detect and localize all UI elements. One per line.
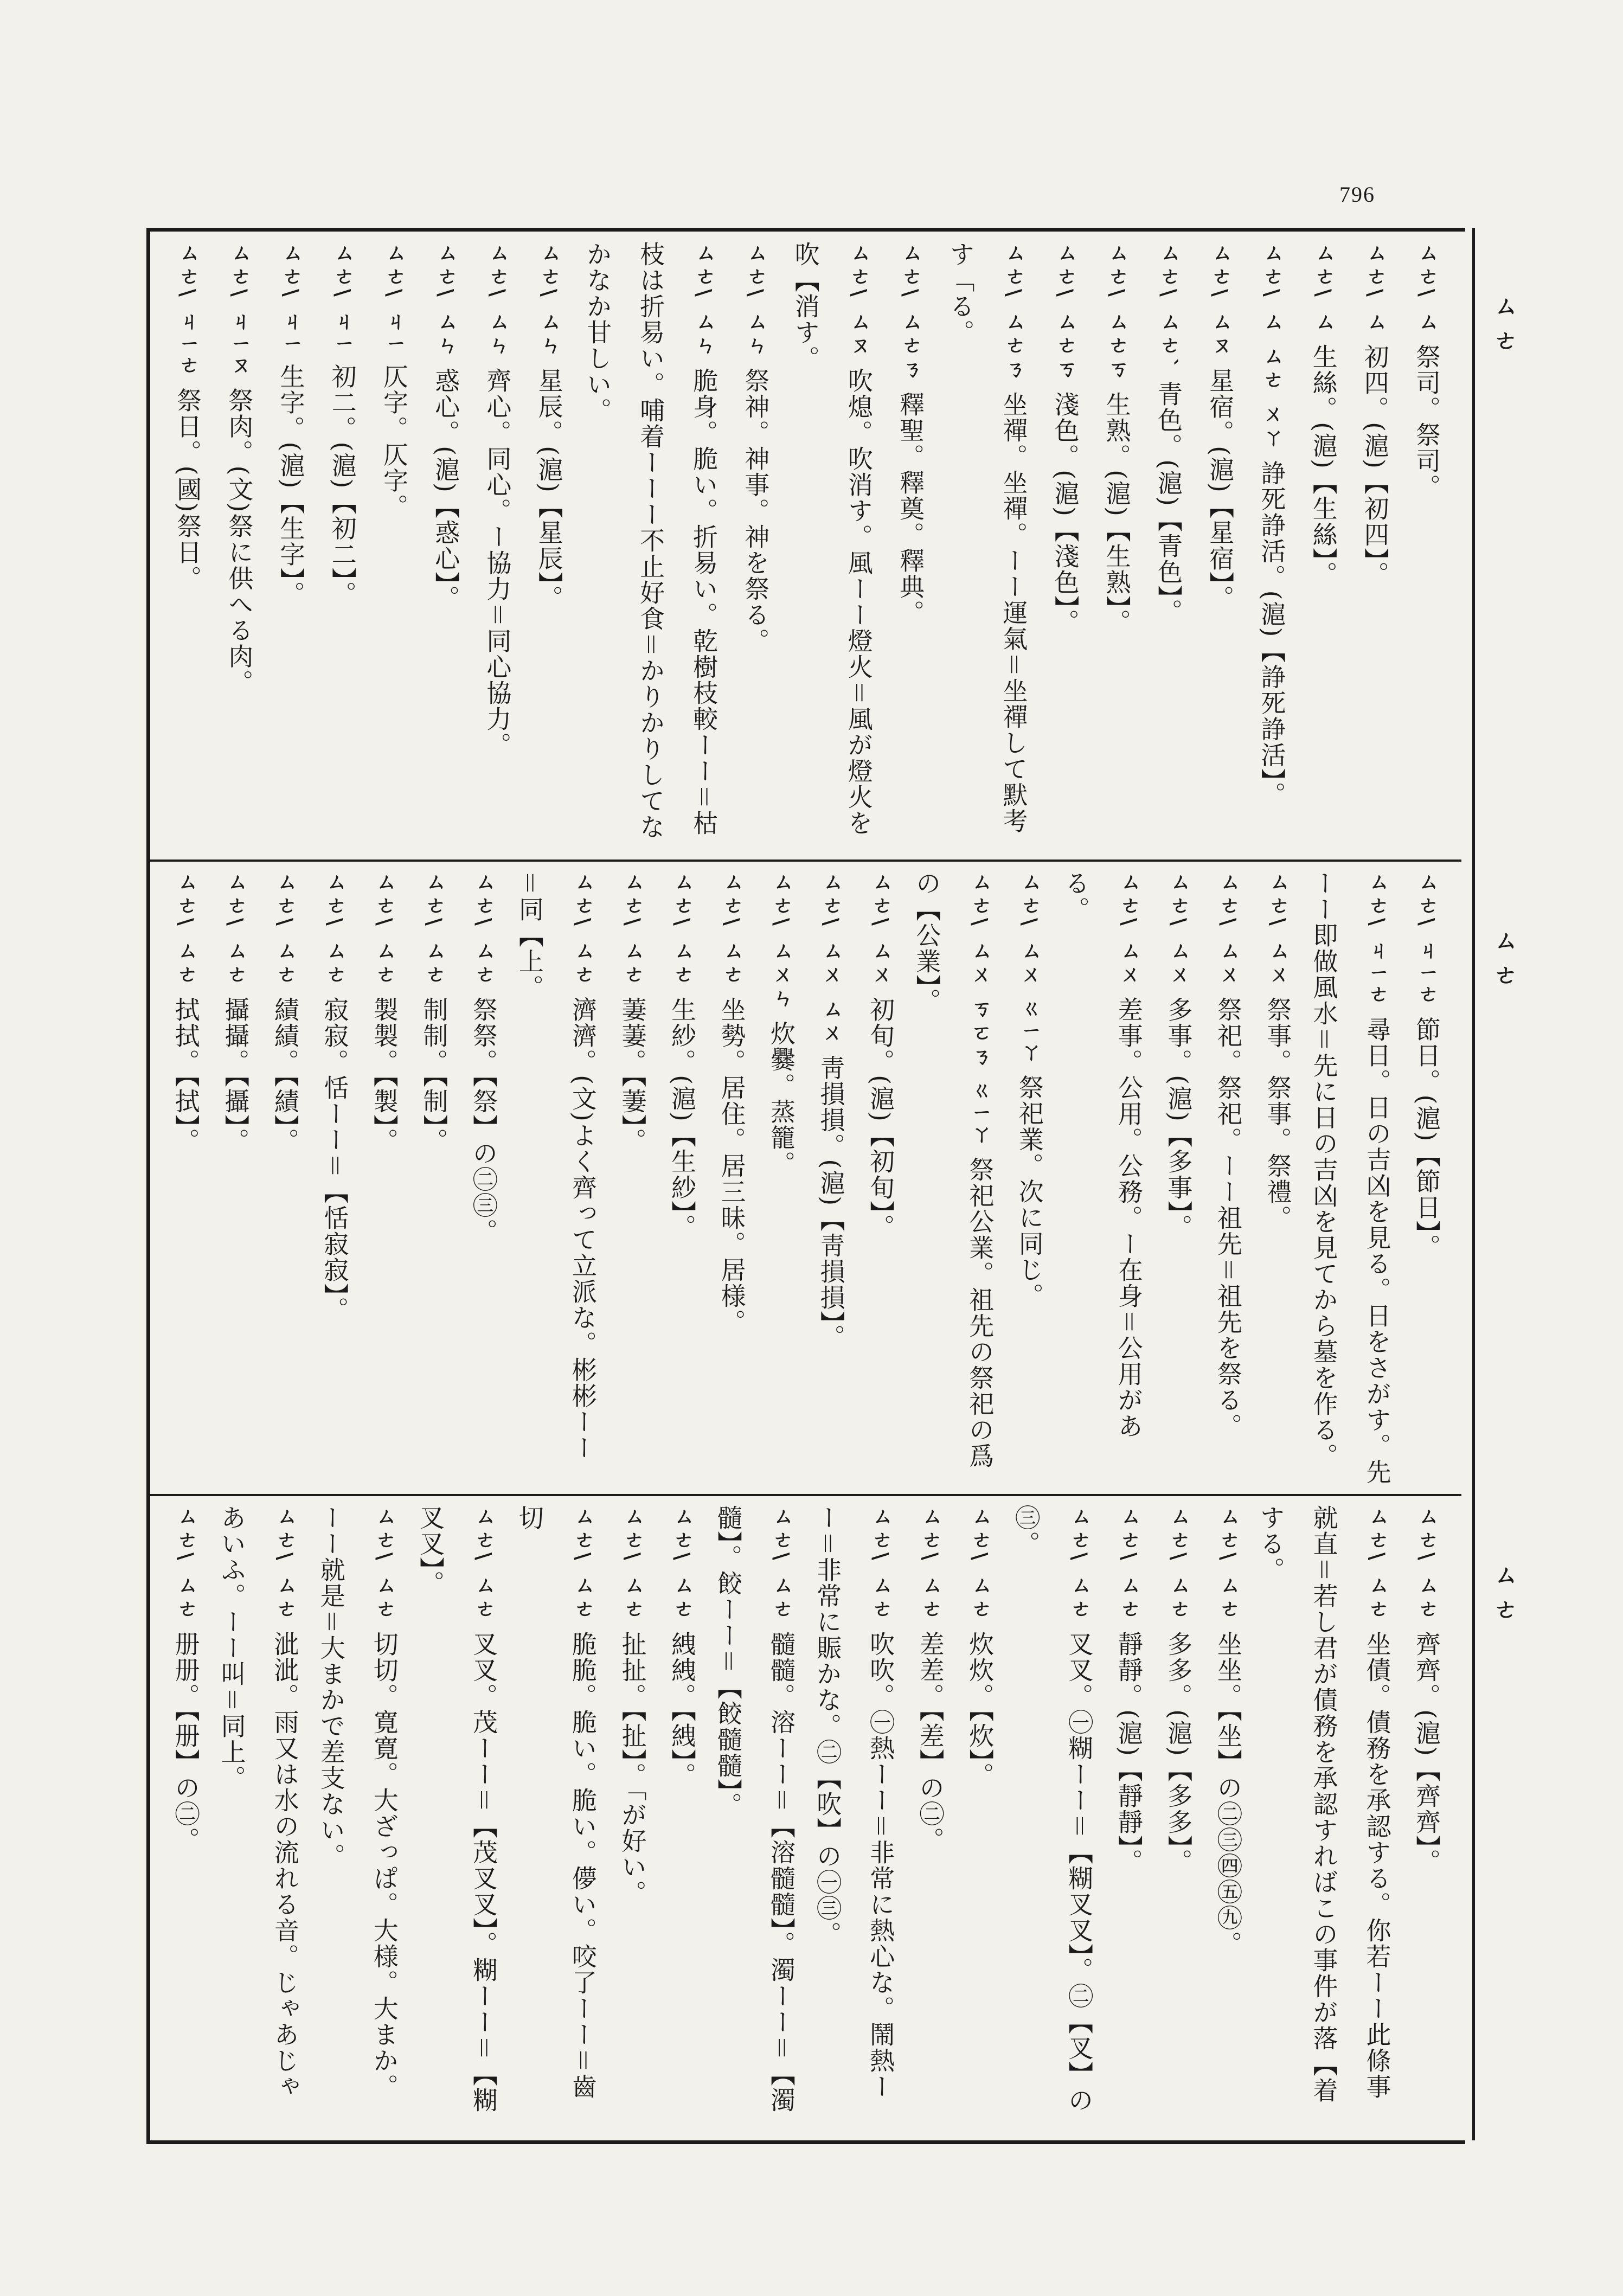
entry-reading: ㄙㄜ\ ㄙㄣ [692, 241, 716, 358]
entry-text: 坐坐。【坐】の㊁㊂㊃㊄㊈。 [1213, 1631, 1243, 1958]
dictionary-entry [369, 241, 421, 851]
entry-text: 坐債。債務を承認する。你若ーー此條事就直＝若し君が債務を承認すればこの事件が落【着する。 [1256, 1505, 1392, 2103]
entry-reading: ㄙㄜ\ ㄙㄜㄎ [1053, 241, 1077, 382]
dictionary-entry [262, 870, 312, 1486]
entry-text: 生紗。(滬)【生紗】。 [667, 997, 697, 1241]
entry-reading: ㄙㄜ\ ㄙㄨ [1117, 870, 1141, 987]
dictionary-entry [808, 870, 858, 1486]
entry-reading: ㄙㄜ\ ㄙㄜ [670, 870, 694, 987]
entry-reading: ㄙㄜ\ ㄙㄜㄎ [1105, 241, 1129, 382]
entry-reading: ㄙㄜ\ ㄙㄜ [769, 1505, 794, 1622]
entry-text: 生絲。(滬)【生絲】。 [1308, 344, 1338, 588]
dictionary-entry [1403, 1505, 1453, 2126]
dictionary-entry [1350, 241, 1402, 851]
entry-reading: ㄙㄜ\ ㄙ ㄙㄜ ㄨㄚ [1260, 241, 1284, 451]
entry-reading: ㄙㄜ\ ㄐㄧ [330, 241, 355, 354]
entry-text: 制制。【制】。 [419, 997, 449, 1155]
entry-text: 拭拭。【拭】。 [171, 997, 201, 1155]
dictionary-entry [472, 241, 524, 851]
entry-reading: ㄙㄜ\ ㄙㄜ [372, 870, 396, 987]
dictionary-entry [460, 870, 510, 1486]
entry-text: 星辰。(滬)【星辰】。 [534, 368, 564, 612]
entry-text: 績績。【績】。 [270, 997, 300, 1155]
entry-text: 釋聖。釋奠。釋典。 [895, 392, 925, 626]
section-divider [150, 860, 1461, 862]
dictionary-entry [510, 870, 610, 1486]
entry-text: 祭神。神事。神を祭る。 [741, 368, 771, 655]
entry-reading: ㄙㄜ\ ㄙㄜ [174, 870, 198, 987]
entry-reading: ㄙㄜ\ ㄙㄜ [372, 1505, 396, 1622]
dictionary-entry [163, 870, 213, 1486]
entry-text: 炊爨。蒸籠。 [767, 1021, 797, 1177]
dictionary-entry [907, 1505, 957, 2126]
entry-text: 髓髓。溶ーー＝【溶髓髓】。濁ーー＝【濁髓】。餃ーー＝【餃髓髓】。 [714, 1505, 797, 2114]
entry-text: 生字。(滬)【生字】。 [276, 363, 306, 607]
entry-reading: ㄙㄜ\ ㄙㄜ [471, 1505, 496, 1622]
entry-text: 絏絏。【絏】。 [667, 1631, 697, 1789]
entry-text: 寂寂。恬ーー＝【恬寂寂】。 [320, 997, 350, 1323]
entry-text: 吹熄。吹消す。風ーー燈火＝風が燈火を吹【消す。 [791, 241, 874, 837]
dictionary-entry [1298, 241, 1350, 851]
entry-reading: ㄙㄜ\ ㄐㄧㄜ [176, 241, 200, 378]
entry-text: 祭肉。(文)祭に供へる肉。 [224, 387, 254, 696]
dictionary-entry [1156, 1505, 1205, 2126]
entry-text: 萋萋。【萋】。 [618, 997, 647, 1155]
entry-text: 青色。(滬)【青色】。 [1153, 381, 1183, 625]
entry-reading: ㄙㄜ\ ㄙㄜ [273, 1505, 297, 1622]
entry-reading: ㄙㄜ\ ㄙㄜ [918, 1505, 942, 1622]
entry-reading: ㄙㄜ\ ㄐㄧㄡ [227, 241, 252, 378]
dictionary-entry [1205, 870, 1255, 1486]
entry-text: 初旬。(滬)【初旬】。 [866, 997, 896, 1241]
entry-text: 諍死諍活。(滬)【諍死諍活】。 [1257, 460, 1287, 808]
dictionary-entry [214, 241, 266, 851]
entry-text: 册册。【册】の㊁。 [171, 1631, 201, 1854]
entry-reading: ㄙㄜ\ ㄙㄜ [471, 870, 496, 987]
entry-text: 齊心。同心。ー協力＝同心協力。 [483, 368, 512, 759]
dictionary-entry [1255, 1505, 1404, 2126]
dictionary-entry [266, 241, 317, 851]
dictionary-entry [1402, 241, 1453, 851]
entry-reading: ㄙㄜ\ ㄙㄜ [968, 1505, 992, 1622]
entry-reading: ㄙㄜ\ ㄙㄜ [670, 1505, 694, 1622]
dictionary-entry [163, 241, 214, 851]
dictionary-entry [759, 870, 809, 1486]
entry-text: 切切。寛寛。大ざっぱ。大様。大まか。ーー就是＝大まかで差支ない。 [316, 1505, 399, 2100]
entry-text: 初四。(滬)【初四】。 [1360, 344, 1390, 588]
entry-text: 靜靜。(滬)【靜靜】。 [1114, 1631, 1144, 1875]
entry-reading: ㄙㄜ\ ㄙㄨㄣ [769, 870, 794, 1011]
entry-text: 初二。(滬)【初二】。 [328, 363, 357, 607]
entry-text: 炊炊。【炊】。 [965, 1631, 995, 1789]
dictionary-entry [730, 241, 782, 851]
dictionary-entry [1156, 870, 1205, 1486]
dictionary-entry [1040, 241, 1092, 851]
entry-reading: ㄙㄜ\ ㄙㄣ [537, 241, 561, 358]
dictionary-entry [213, 1505, 312, 2126]
entry-reading: ㄙㄜ\ ㄙㄜ [422, 870, 446, 987]
entry-text: 吹吹。㊀熱ーー＝非常に熱心な。鬧熱ーー＝非常に賑かな。㊁【吹】の㊀㊂。 [813, 1505, 896, 2100]
entry-text: 攝攝。【攝】。 [221, 997, 251, 1155]
entry-reading: ㄙㄜ\ ㄙㄡ [846, 241, 871, 358]
dictionary-entry [1006, 870, 1056, 1486]
entry-text: 脆脆。脆い。脆い。儚い。咬了ーー＝齒切 [515, 1505, 598, 2100]
guide-label-bottom: ㄙㄜ [1490, 1562, 1517, 1631]
entry-reading: ㄙㄜ\ ㄙㄜˋ [1156, 241, 1181, 372]
dictionary-entry [1403, 870, 1453, 1486]
entry-reading: ㄙㄜ\ ㄐㄧㄜ [1415, 870, 1439, 1007]
dictionary-entry [1205, 1505, 1255, 2126]
entry-text: 坐勢。居住。居三昧。居様。 [717, 997, 747, 1336]
entry-reading: ㄙㄜ\ ㄙㄨ [1266, 870, 1290, 987]
entry-reading: ㄙㄜ\ ㄙㄜ [273, 870, 297, 987]
dictionary-section-middle [163, 870, 1453, 1486]
entry-reading: ㄙㄜ\ ㄙㄜ [869, 1505, 893, 1622]
entry-reading: ㄙㄜ\ ㄙ [1415, 241, 1439, 335]
dictionary-entry [1092, 241, 1144, 851]
entry-reading: ㄙㄜ\ ㄐㄧ [382, 241, 406, 354]
entry-text: 脆身。脆い。折易い。乾樹枝較ーー＝枯枝は折易い。哺着ーーー不止好食＝かりかりしてなかなか甘しい。 [583, 241, 719, 840]
dictionary-entry [421, 241, 472, 851]
dictionary-entry [1144, 241, 1195, 851]
entry-reading: ㄙㄜ\ ㄙㄨ ㄎㄛㄋ ㄍㄧㄚ [968, 870, 992, 1147]
entry-text: 濟濟。(文)よく齊って立派な。彬彬ーー＝同【上。 [515, 870, 598, 1461]
page-number: 796 [1339, 182, 1375, 207]
dictionary-entry [1255, 870, 1305, 1486]
dictionary-entry [411, 870, 461, 1486]
entry-text: 仄字。仄字。 [379, 363, 409, 520]
entry-text: 多多。(滬)【多多】。 [1164, 1631, 1194, 1875]
entry-reading: ㄙㄜ\ ㄙㄨ [1216, 870, 1240, 987]
margin-rule [1472, 228, 1475, 2140]
entry-reading: ㄙㄜ\ ㄐㄧㄜ [1365, 870, 1389, 1007]
dictionary-entry [782, 241, 885, 851]
dictionary-entry [659, 1505, 709, 2126]
entry-reading: ㄙㄜ\ ㄙㄜ [1166, 1505, 1191, 1622]
dictionary-entry [1195, 241, 1247, 851]
dictionary-entry [610, 870, 659, 1486]
dictionary-entry [361, 870, 411, 1486]
entry-reading: ㄙㄜ\ ㄙㄜ [1067, 1505, 1092, 1622]
entry-reading: ㄙㄜ\ ㄙㄜ [1216, 1505, 1240, 1622]
entry-reading: ㄙㄜ\ ㄙㄜ [174, 1505, 198, 1622]
entry-text: 祭司。祭司。 [1412, 344, 1441, 501]
dictionary-entry [1304, 870, 1403, 1486]
entry-reading: ㄙㄜ\ ㄐㄧ [279, 241, 303, 354]
dictionary-entry [886, 241, 937, 851]
entry-text: 祭祀。祭祀。ーー祖先＝祖先を祭る。 [1213, 997, 1243, 1440]
dictionary-entry [163, 1505, 213, 2126]
entry-reading: ㄙㄜ\ ㄙㄨ ㄍㄧㄚ [1017, 870, 1042, 1065]
entry-reading: ㄙㄜ\ ㄙㄜ [323, 870, 347, 987]
entry-text: 差差。【差】の㊁。 [915, 1631, 945, 1854]
entry-text: 惑心。(滬)【惑心】。 [431, 368, 461, 612]
entry-text: 差事。公用。公務。ー在身＝公用がある。 [1061, 870, 1144, 1440]
dictionary-entry [659, 870, 709, 1486]
dictionary-entry [510, 1505, 610, 2126]
dictionary-entry [524, 241, 575, 851]
entry-reading: ㄙㄜ\ ㄙㄜ [1365, 1505, 1389, 1622]
entry-reading: ㄙㄜ\ ㄙㄜ [1117, 1505, 1141, 1622]
entry-text: 坐禪。坐禪。ーー運氣＝坐禪して默考す「る。 [946, 241, 1029, 835]
entry-reading: ㄙㄜ\ ㄙㄜㄋ [898, 241, 922, 382]
entry-reading: ㄙㄜ\ ㄙㄜ [570, 870, 595, 987]
entry-text: 多事。(滬)【多事】。 [1164, 997, 1194, 1241]
dictionary-section-top [163, 241, 1453, 851]
entry-text: 齊齊。(滬)【齊齊】。 [1412, 1631, 1441, 1875]
entry-text: 淺色。(滬)【淺色】。 [1050, 392, 1080, 636]
dictionary-entry [709, 870, 759, 1486]
dictionary-entry [937, 241, 1040, 851]
entry-reading: ㄙㄜ\ ㄙㄣ [743, 241, 768, 358]
entry-text: 扯扯。【扯】。「が好い。 [618, 1631, 647, 1907]
entry-reading: ㄙㄜ\ ㄙㄨ [869, 870, 893, 987]
dictionary-entry [709, 1505, 808, 2126]
entry-reading: ㄙㄜ\ ㄙㄡ [1208, 241, 1233, 358]
dictionary-entry [610, 1505, 659, 2126]
entry-text: 星宿。(滬)【星宿】。 [1205, 368, 1235, 612]
entry-reading: ㄙㄜ\ ㄙㄨ [1166, 870, 1191, 987]
entry-text: 祭事。祭事。祭禮。 [1263, 997, 1293, 1232]
entry-text: 叉叉。茂ーー＝【茂叉叉】。糊ーー＝【糊叉叉】。 [415, 1505, 498, 2114]
dictionary-entry [576, 241, 731, 851]
dictionary-entry [907, 870, 1006, 1486]
dictionary-entry [1006, 1505, 1106, 2126]
dictionary-entry [312, 1505, 411, 2126]
dictionary-entry [957, 1505, 1007, 2126]
entry-reading: ㄙㄜ\ ㄙㄜ [1415, 1505, 1439, 1622]
entry-text: 祭祭。【祭】の㊁㊂。 [469, 997, 498, 1245]
entry-reading: ㄙㄜ\ ㄙㄜ [620, 1505, 645, 1622]
dictionary-section-bottom [163, 1505, 1453, 2126]
entry-reading: ㄙㄜ\ ㄙ [1311, 241, 1336, 335]
section-divider [150, 1494, 1461, 1496]
entry-reading: ㄙㄜ\ ㄙㄜㄋ [1002, 241, 1026, 382]
entry-reading: ㄙㄜ\ ㄙㄜ [720, 870, 744, 987]
entry-text: 祭日。(國)祭日。 [173, 387, 203, 592]
entry-text: 製製。【製】。 [369, 997, 399, 1155]
guide-label-top: ㄙㄜ [1490, 293, 1517, 362]
dictionary-entry [808, 1505, 907, 2126]
entry-text: 泚泚。雨又は水の流れる音。じゃあじゃあいふ。ーー叫＝同上。 [217, 1505, 300, 2100]
entry-text: 生熟。(滬)【生熟】。 [1102, 392, 1132, 636]
dictionary-entry [1247, 241, 1298, 851]
dictionary-entry [858, 870, 908, 1486]
entry-text: 節日。(滬)【節日】。 [1412, 1016, 1441, 1260]
entry-text: 祭祀公業。祖先の祭祀の爲の【公業】。 [912, 870, 995, 1469]
entry-text: 祭祀業。次に同じ。 [1015, 1074, 1044, 1309]
entry-reading: ㄙㄜ\ ㄙㄣ [485, 241, 510, 358]
dictionary-entry [1056, 870, 1156, 1486]
entry-reading: ㄙㄜ\ ㄙ [1363, 241, 1387, 335]
entry-text: 靑損損。(滬)【靑損損】。 [816, 1055, 846, 1351]
dictionary-entry [411, 1505, 510, 2126]
dictionary-entry [312, 870, 362, 1486]
entry-reading: ㄙㄜ\ ㄙㄜ [223, 870, 248, 987]
dictionary-entry [318, 241, 369, 851]
guide-label-middle: ㄙㄜ [1490, 927, 1517, 997]
dictionary-entry [213, 870, 262, 1486]
entry-text: 尋日。日の吉凶を見る。日をさがす。先ーー即做風水＝先に日の吉凶を見てから墓を作る。 [1309, 870, 1392, 1485]
entry-reading: ㄙㄜ\ ㄙㄨ ㄙㄨ [819, 870, 843, 1046]
entry-reading: ㄙㄜ\ ㄙㄣ [434, 241, 458, 358]
entry-reading: ㄙㄜ\ ㄙㄜ [620, 870, 645, 987]
entry-reading: ㄙㄜ\ ㄙㄜ [570, 1505, 595, 1622]
dictionary-entry [1106, 1505, 1156, 2126]
entry-text: 叉叉。㊀糊ーー＝【糊叉叉】。㊁【叉】の㊂。 [1011, 1505, 1094, 2114]
